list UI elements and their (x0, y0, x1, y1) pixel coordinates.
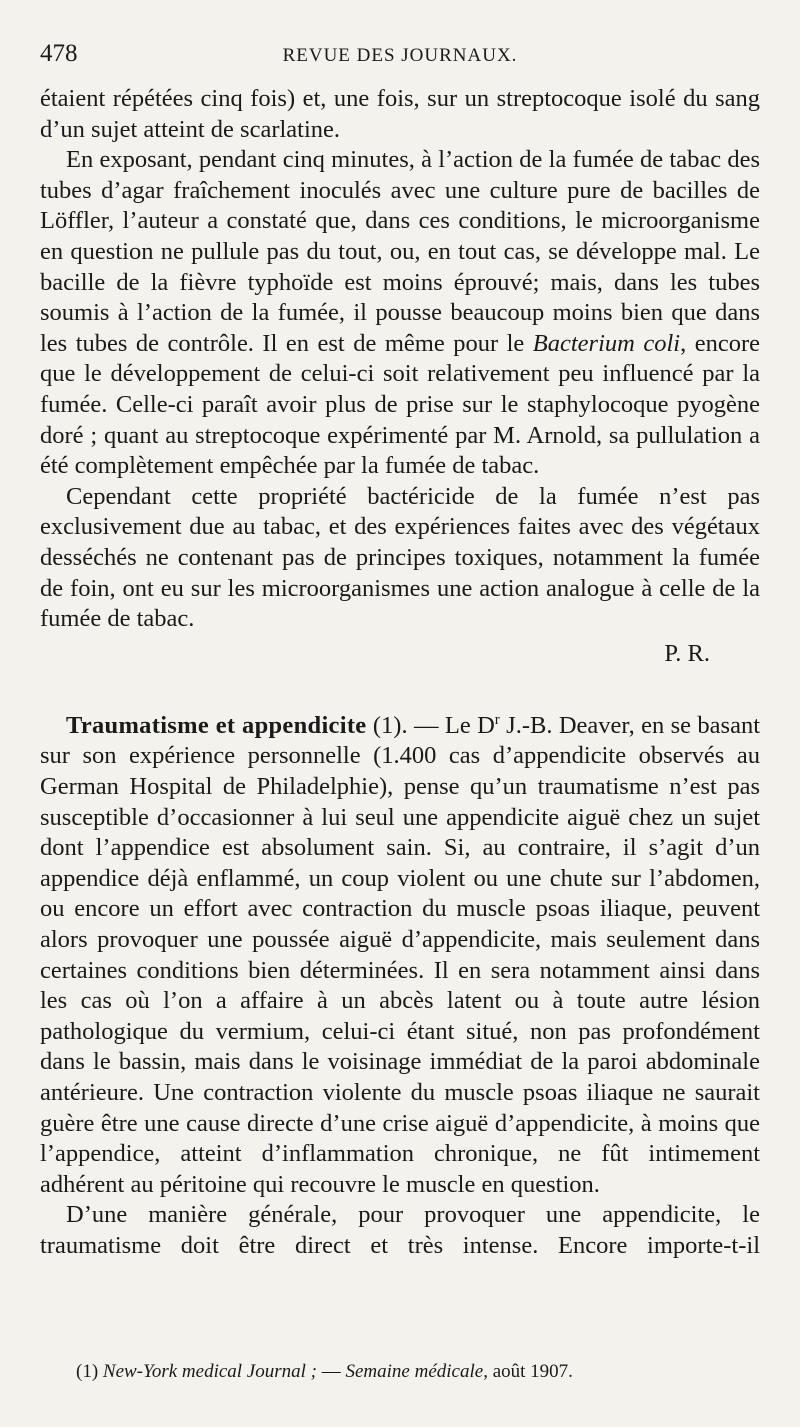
paragraph (40, 705, 760, 1201)
page-header (40, 40, 760, 84)
paragraph: étaient répétées cinq fois) et, une fois, sur un streptocoque isolé du sang d’un sujet atteint de scarlatine. (40, 85, 760, 143)
paragraph-text: , encore que le développement de celui-ci soit relativement peu influencé par la fumée. Celle-ci paraît avoir plus de prise sur le staphylocoque pyogène doré ; quant au streptocoque expérimenté par M. Arnold, sa pullulation a été complètement empêchée par la fumée de tabac. (40, 329, 760, 480)
footnote-date: , août 1907. (483, 1361, 573, 1382)
paragraph: Cependant cette propriété bactéricide de la fumée n’est pas exclusivement due au tabac, et des expériences faites avec des végétaux desséchés ne contenant pas de principes toxiques, notamment la fumée de foin, ont eu sur les microorganismes une action analogue à celle de la fumée de tabac. (40, 482, 760, 633)
footnote-journal: Semaine médicale (345, 1361, 484, 1382)
paragraph: D’une manière générale, pour provoquer une appendicite, le traumatisme doit être direct et très intense. Encore importe-t-il (40, 1201, 760, 1259)
article-smoke-tobacco (40, 84, 760, 635)
footnote-marker: (1) (76, 1361, 103, 1382)
paragraph (40, 145, 760, 482)
paragraph-text: Il en est de même pour le (253, 329, 533, 357)
article-title: Traumatisme et appendicite (66, 711, 367, 739)
italic-term: Bacterium coli (532, 329, 681, 357)
paragraph-text: J.-B. Deaver, en se basant sur son expérience personnelle (1.400 cas d’appendicite observés au German Hospital de Philadelphie), pense qu’un traumatisme n’est pas susceptible d’occasionner à lui seul une appendicite aiguë chez un sujet dont l’appendice est absolument sain. Si, au contraire, il s’agit d’un appendice déjà enflammé, un coup violent ou une chute sur l’abdomen, ou encore un effort avec contraction du muscle psoas iliaque, peuvent alors provoquer une poussée aiguë d’appendicite, mais seulement dans certaines conditions bien déterminées. Il en sera notamment ainsi dans les cas où l’on a affaire à un abcès latent ou à toute autre lésion pathologique du vermium, celui-ci étant situé, non pas profondément dans le bassin, mais dans le voisinage immédiat de la paroi abdominale antérieure. Une contraction violente du muscle psoas iliaque ne saurait guère être une cause directe d’une crise aiguë d’appendicite, à moins que l’appendice, atteint d’inflammation chronique, ne fût intimement adhérent au péritoine qui recouvre le muscle en question. (40, 711, 760, 1198)
paragraph-text: — Le D (407, 711, 495, 739)
footnote (76, 1360, 573, 1384)
article-trauma-appendicitis (40, 705, 760, 1262)
doctor-abbrev-sup: r (494, 711, 500, 728)
footnote-ref: (1). (366, 711, 408, 739)
page-number: 478 (40, 40, 78, 67)
footnote-journal: New-York medical Journal ; (102, 1361, 317, 1382)
paragraph-text: En exposant, pendant cinq minutes, à l’action de la fumée de tabac des tubes d’agar fraîchement inoculés avec une culture pure de bacilles de Löffler, l’auteur a constaté que, dans ces conditions, le microorganisme en question ne pullule pas du tout, ou, en tout cas, se développe mal. Le bacille de la fièvre typhoïde est moins éprouvé; mais, dans les tubes soumis à l’action de la fumée, il pousse beaucoup moins bien que dans les tubes de contrôle. (40, 146, 760, 357)
footnote-separator: — (317, 1361, 346, 1382)
author-initials: P. R. (664, 639, 710, 667)
section-gap (40, 669, 760, 705)
running-title: REVUE DES JOURNAUX. (282, 45, 518, 66)
